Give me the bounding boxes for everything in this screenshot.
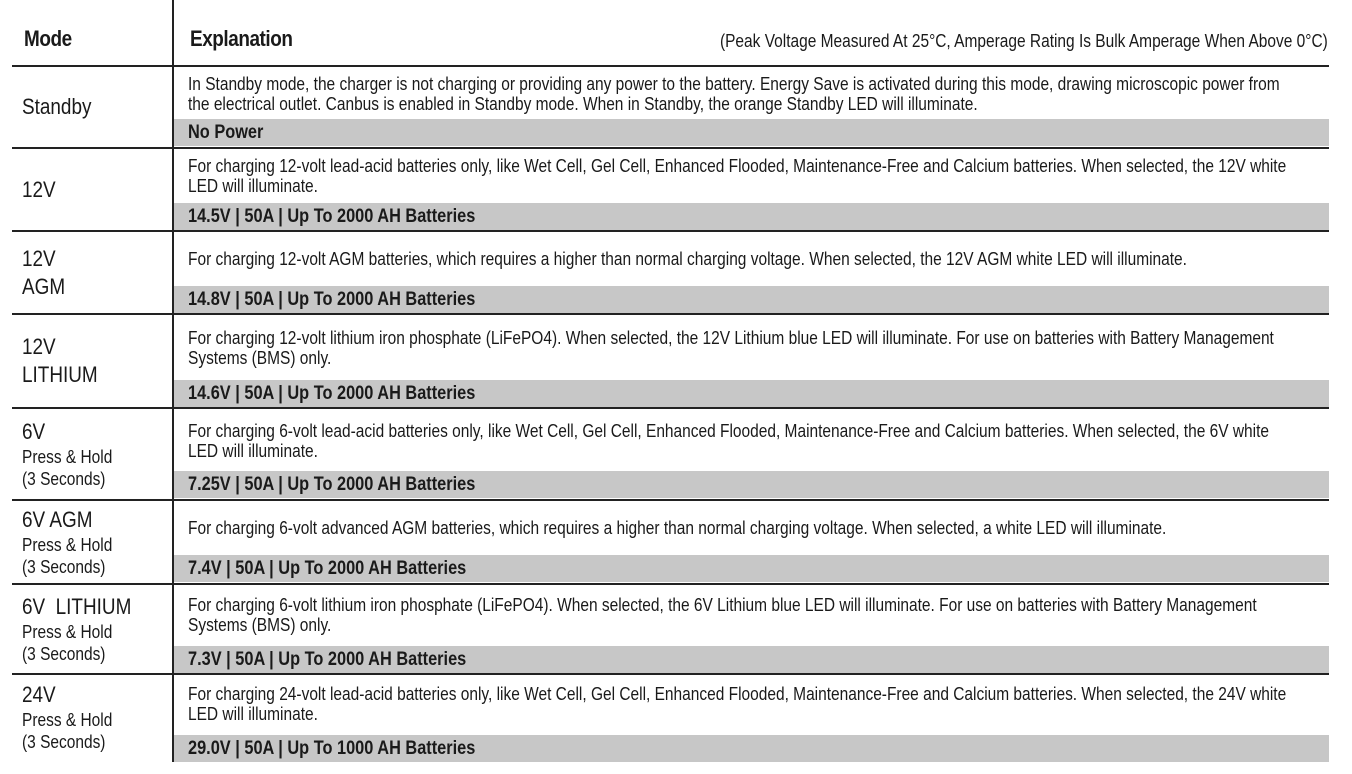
spec-bar — [174, 286, 1329, 313]
mode-name: 24V — [22, 682, 56, 707]
spec-text: 7.3V | 50A | Up To 2000 AH Batteries — [188, 649, 467, 670]
mode-cell — [22, 409, 172, 499]
spec-bar — [174, 203, 1329, 230]
mode-explanation: For charging 12-volt lead-acid batteries only, like Wet Cell, Gel Cell, Enhanced Flooded, Maintenance-Free and Calcium batteries. When selected, the 12V white LED will illuminate. — [188, 156, 1287, 196]
table-row — [12, 315, 1329, 407]
spec-bar — [174, 119, 1329, 146]
mode-instruction: Press & Hold (3 Seconds) — [22, 447, 113, 489]
mode-name: 6V — [22, 419, 46, 444]
mode-name: 12V AGM — [22, 245, 66, 299]
mode-instruction: Press & Hold (3 Seconds) — [22, 535, 113, 577]
mode-cell — [22, 501, 172, 583]
mode-instruction: Press & Hold (3 Seconds) — [22, 622, 113, 664]
mode-explanation: For charging 24-volt lead-acid batteries only, like Wet Cell, Gel Cell, Enhanced Flooded, Maintenance-Free and Calcium batteries. When selected, the 24V white LED will illuminate. — [188, 684, 1287, 724]
mode-cell — [22, 232, 172, 313]
spec-text: No Power — [188, 122, 264, 143]
spec-bar — [174, 735, 1329, 762]
mode-explanation: For charging 12-volt AGM batteries, which requires a higher than normal charging voltage. When selected, the 12V AGM white LED will illuminate. — [188, 249, 1187, 269]
explanation-column-header: Explanation — [190, 26, 293, 51]
spec-text: 7.25V | 50A | Up To 2000 AH Batteries — [188, 474, 476, 495]
mode-explanation: For charging 6-volt lithium iron phosphate (LiFePO4). When selected, the 6V Lithium blue LED will illuminate. For use on batteries with Battery Management Systems (BMS) only. — [188, 595, 1257, 635]
table-row — [12, 232, 1329, 313]
mode-name: 6V AGM — [22, 507, 93, 532]
mode-cell — [22, 675, 172, 759]
mode-cell — [22, 67, 172, 147]
table-row — [12, 501, 1329, 583]
mode-cell — [22, 149, 172, 230]
table-row — [12, 675, 1329, 762]
spec-bar — [174, 380, 1329, 407]
mode-name: 12V — [22, 176, 56, 202]
spec-text: 14.8V | 50A | Up To 2000 AH Batteries — [188, 289, 476, 310]
mode-instruction: Press & Hold (3 Seconds) — [22, 710, 113, 752]
spec-bar — [174, 555, 1329, 582]
mode-explanation: For charging 6-volt advanced AGM batteries, which requires a higher than normal charging voltage. When selected, a white LED will illuminate. — [188, 518, 1167, 538]
table-row — [12, 585, 1329, 673]
mode-explanation: For charging 12-volt lithium iron phosphate (LiFePO4). When selected, the 12V Lithium blue LED will illuminate. For use on batteries with Battery Management Systems (BMS) only. — [188, 328, 1274, 368]
mode-column-header: Mode — [24, 26, 72, 51]
spec-text: 29.0V | 50A | Up To 1000 AH Batteries — [188, 738, 476, 759]
mode-name: Standby — [22, 94, 92, 119]
table-row — [12, 149, 1329, 230]
mode-explanation: For charging 6-volt lead-acid batteries only, like Wet Cell, Gel Cell, Enhanced Flooded, Maintenance-Free and Calcium batteries. When selected, the 6V white LED will illuminate. — [188, 421, 1269, 461]
spec-text: 14.6V | 50A | Up To 2000 AH Batteries — [188, 383, 476, 404]
mode-name: 12V LITHIUM — [22, 334, 98, 387]
spec-text: 14.5V | 50A | Up To 2000 AH Batteries — [188, 206, 476, 227]
spec-bar — [174, 471, 1329, 498]
spec-text: 7.4V | 50A | Up To 2000 AH Batteries — [188, 558, 467, 579]
spec-bar — [174, 646, 1329, 673]
table-row — [12, 67, 1329, 147]
measurement-note: (Peak Voltage Measured At 25°C, Amperage Rating Is Bulk Amperage When Above 0°C) — [720, 31, 1328, 51]
mode-cell — [22, 585, 172, 673]
table-row — [12, 409, 1329, 499]
mode-explanation: In Standby mode, the charger is not charging or providing any power to the battery. Energy Save is activated during this mode, drawing microscopic power from the electrical outlet. Canbus is enabled in Standby mode. When in Standby, the orange Standby LED will illuminate. — [188, 74, 1280, 114]
mode-cell — [22, 315, 172, 407]
mode-name: 6V LITHIUM — [22, 594, 132, 619]
